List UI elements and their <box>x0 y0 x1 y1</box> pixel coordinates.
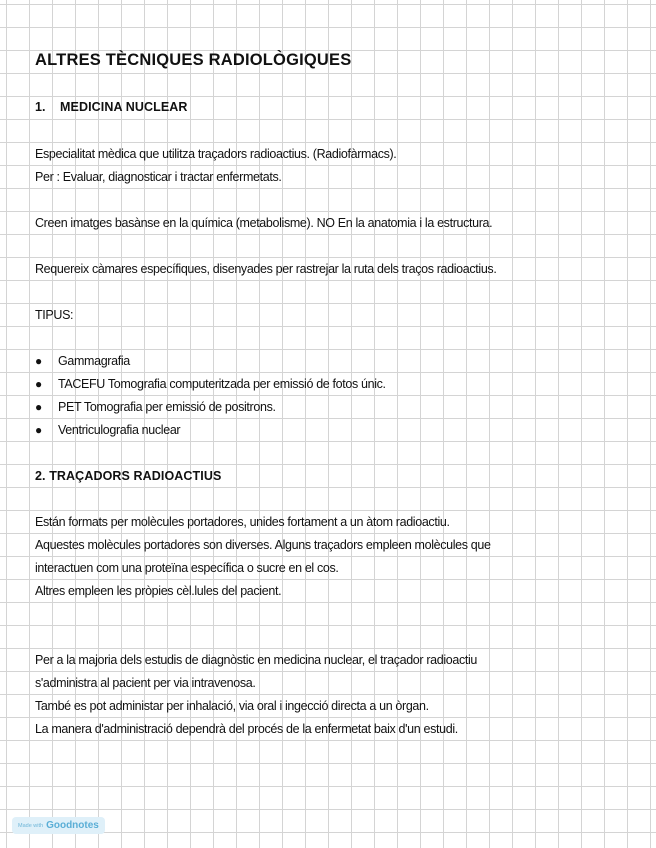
text-line: Creen imatges basànse en la química (metabolisme). NO En la anatomia i la estructura. <box>35 216 493 230</box>
section-number: 1. <box>35 100 46 114</box>
text-line: Altres empleen les pròpies cèl.lules del pacient. <box>35 584 282 598</box>
list-item-text: Gammagrafia <box>58 354 130 368</box>
list-item <box>35 353 130 369</box>
bullet-icon: ● <box>35 423 42 437</box>
list-item-text: TACEFU Tomografia computeritzada per emissió de fotos únic. <box>58 377 386 391</box>
text-line: Están formats per molècules portadores, unides fortament a un àtom radioactiu. <box>35 515 450 529</box>
list-item-text: PET Tomografia per emissió de positrons. <box>58 400 276 414</box>
list-item <box>35 376 386 392</box>
list-item-text: Ventriculografia nuclear <box>58 423 181 437</box>
list-item <box>35 422 180 438</box>
text-line: Especialitat mèdica que utilitza traçadors radioactius. (Radiofàrmacs). <box>35 147 397 161</box>
list-item <box>35 399 276 415</box>
text-line: Per : Evaluar, diagnosticar i tractar enfermetats. <box>35 170 282 184</box>
text-line: TIPUS: <box>35 308 74 322</box>
text-line: Requereix càmares específiques, disenyades per rastrejar la ruta dels traços radioactius. <box>35 262 497 276</box>
text-line: També es pot administar per inhalació, via oral i ingecció directa a un òrgan. <box>35 699 429 713</box>
text-line: La manera d'administració dependrà del procés de la enfermetat baix d'un estudi. <box>35 722 458 736</box>
bullet-icon: ● <box>35 354 42 368</box>
text-line: interactuen com una proteïna específica o sucre en el cos. <box>35 561 339 575</box>
section-heading-medicina-nuclear <box>35 99 188 115</box>
bullet-icon: ● <box>35 400 42 414</box>
goodnotes-watermark <box>12 817 105 834</box>
made-with-text: Made with <box>18 822 44 829</box>
bullet-icon: ● <box>35 377 42 391</box>
page-title: ALTRES TÈCNIQUES RADIOLÒGIQUES <box>35 51 352 69</box>
section-heading-text: MEDICINA NUCLEAR <box>60 100 188 114</box>
section-heading-tracadors: 2. TRAÇADORS RADIOACTIUS <box>35 469 222 483</box>
text-line: s'administra al pacient per via intravenosa. <box>35 676 256 690</box>
brand-name: Goodnotes <box>46 820 99 831</box>
text-line: Aquestes molècules portadores son diverses. Alguns traçadors empleen molècules que <box>35 538 491 552</box>
text-line: Per a la majoria dels estudis de diagnòstic en medicina nuclear, el traçador radioactiu <box>35 653 478 667</box>
